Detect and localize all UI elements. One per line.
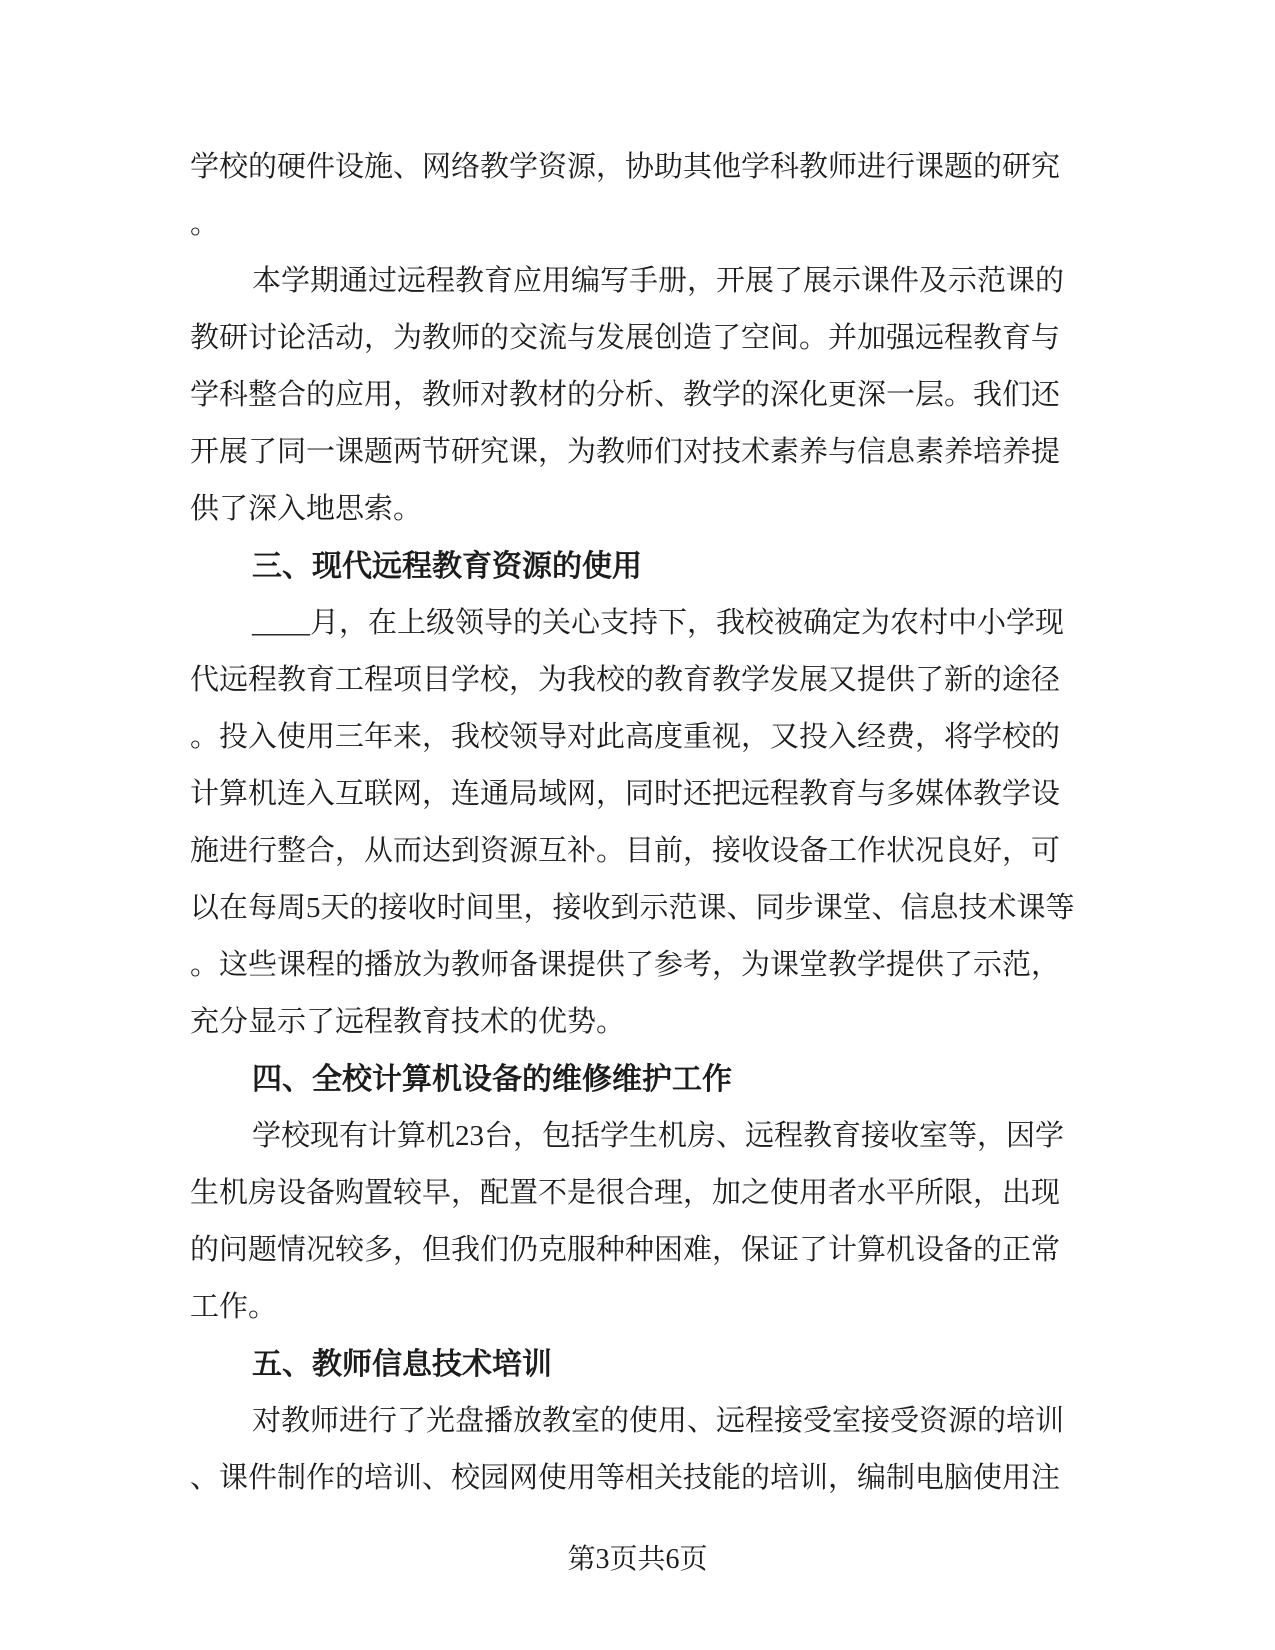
text-line: 学科整合的应用，教师对教材的分析、教学的深化更深一层。我们还 xyxy=(190,379,1061,411)
text-line: 生机房设备购置较早，配置不是很合理，加之使用者水平所限，出现 xyxy=(190,1177,1061,1209)
text-line: 以在每周5天的接收时间里，接收到示范课、同步课堂、信息技术课等 xyxy=(190,892,1075,924)
text-line: 。这些课程的播放为教师备课提供了参考，为课堂教学提供了示范， xyxy=(190,949,1061,981)
text-line: ____月，在上级领导的关心支持下，我校被确定为农村中小学现 xyxy=(252,607,1065,639)
text-line: 、课件制作的培训、校园网使用等相关技能的培训，编制电脑使用注 xyxy=(190,1462,1061,1494)
page-number-footer: 第3页共6页 xyxy=(567,1544,708,1575)
text-line: 教研讨论活动，为教师的交流与发展创造了空间。并加强远程教育与 xyxy=(190,322,1061,354)
text-line: 工作。 xyxy=(190,1291,278,1323)
text-line: 的问题情况较多，但我们仍克服种种困难，保证了计算机设备的正常 xyxy=(190,1234,1061,1266)
text-line: 供了深入地思索。 xyxy=(190,493,423,525)
text-line: 本学期通过远程教育应用编写手册，开展了展示课件及示范课的 xyxy=(252,265,1065,297)
text-line: 计算机连入互联网，连通局域网，同时还把远程教育与多媒体教学设 xyxy=(190,778,1061,810)
text-line: 代远程教育工程项目学校，为我校的教育教学发展又提供了新的途径 xyxy=(190,664,1061,696)
text-line: 。 xyxy=(190,208,220,240)
text-line: 。投入使用三年来，我校领导对此高度重视，又投入经费，将学校的 xyxy=(190,721,1061,753)
text-line: 施进行整合，从而达到资源互补。目前，接收设备工作状况良好，可 xyxy=(190,835,1061,867)
text-line: 学校现有计算机23台，包括学生机房、远程教育接收室等，因学 xyxy=(252,1120,1065,1152)
section-heading: 四、全校计算机设备的维修维护工作 xyxy=(252,1063,732,1096)
section-heading: 三、现代远程教育资源的使用 xyxy=(252,550,642,583)
text-line: 学校的硬件设施、网络教学资源，协助其他学科教师进行课题的研究 xyxy=(190,151,1061,183)
text-line: 对教师进行了光盘播放教室的使用、远程接受室接受资源的培训 xyxy=(252,1405,1065,1437)
document-body xyxy=(190,139,1075,1507)
text-line: 充分显示了远程教育技术的优势。 xyxy=(190,1006,626,1038)
text-line: 开展了同一课题两节研究课，为教师们对技术素养与信息素养培养提 xyxy=(190,436,1061,468)
section-heading: 五、教师信息技术培训 xyxy=(252,1348,552,1381)
